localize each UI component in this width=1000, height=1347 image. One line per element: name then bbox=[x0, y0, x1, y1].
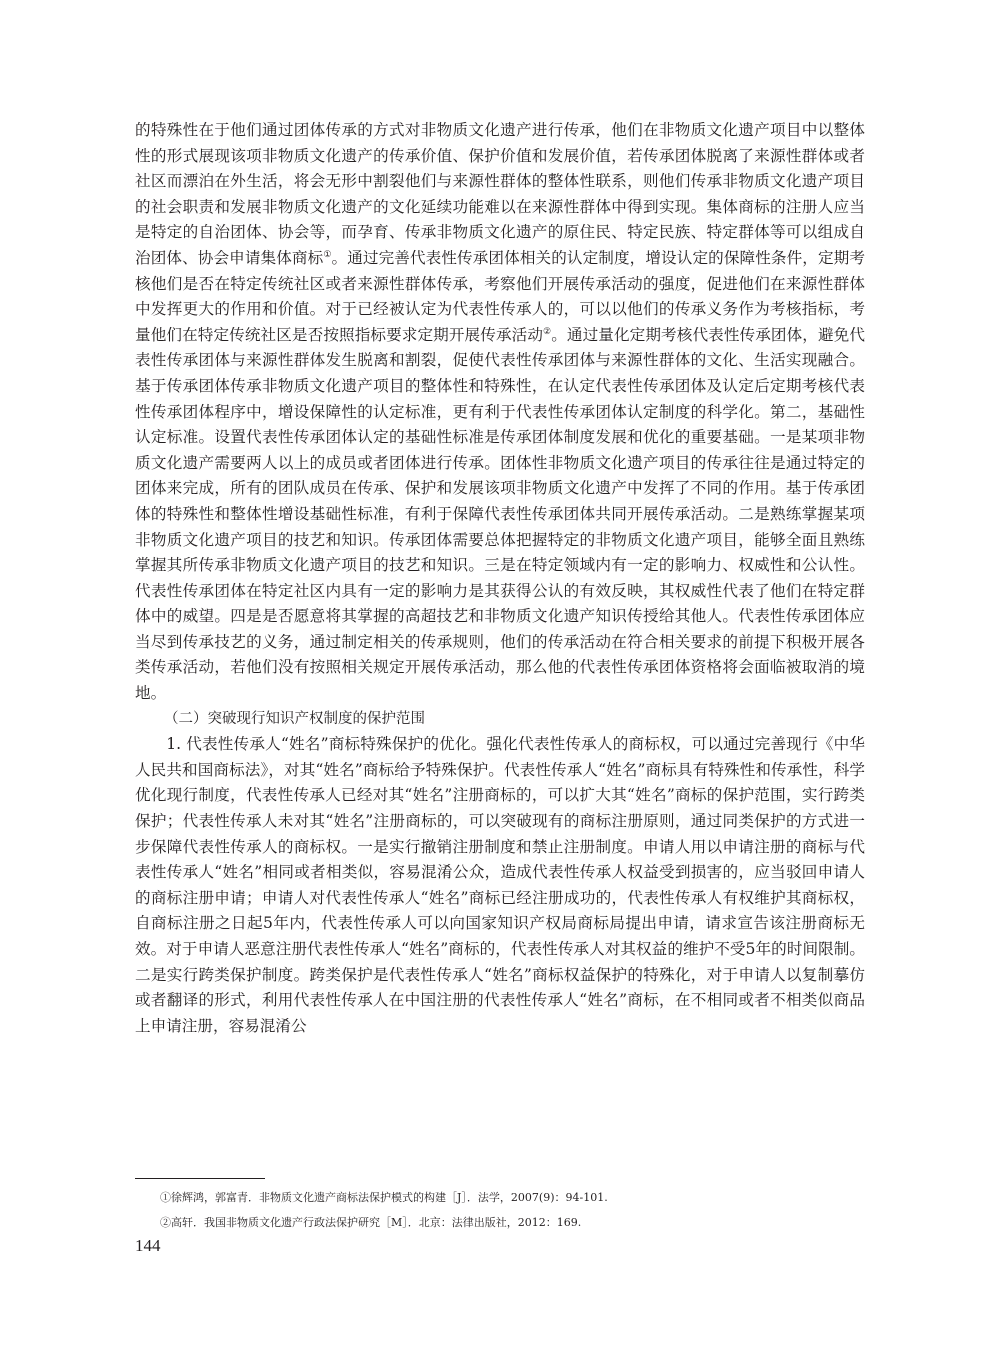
footnote-marker[interactable]: ② bbox=[543, 326, 552, 337]
section-heading: （二）突破现行知识产权制度的保护范围 bbox=[164, 710, 425, 727]
footnote-divider bbox=[135, 1178, 265, 1179]
footnote: ②高轩．我国非物质文化遗产行政法保护研究［M］．北京：法律出版社，2012：169. bbox=[160, 1216, 582, 1229]
page-number: 144 bbox=[135, 1236, 161, 1255]
paragraph bbox=[135, 118, 865, 707]
paragraph-text: 。通过完善代表性传承团体相关的认定制度，增设认定的保障性条件，定期考核他们是否在特定传统社区或者来源性群体传承，考察他们开展传承活动的强度，促进他们在来源性群体中发挥更大的作用和价值。对于已经被认定为代表性传承人的，可以以他们的传承义务作为考核指标，考量他们在特定传统社区是否按照指标要求定期开展传承活动 bbox=[135, 248, 865, 344]
paragraph-text: 。通过量化定期考核代表性传承团体，避免代表性传承团体与来源性群体发生脱离和割裂，促使代表性传承团体与来源性群体的文化、生活实现融合。基于传承团体传承非物质文化遗产项目的整体性和特殊性，在认定代表性传承团体及认定后定期考核代表性传承团体程序中，增设保障性的认定标准，更有利于代表性传承团体认定制度的科学化。第二，基础性认定标准。设置代表性传承团体认定的基础性标准是传承团体制度发展和优化的重要基础。一是某项非物质文化遗产需要两人以上的成员或者团体进行传承。团体性非物质文化遗产项目的传承往往是通过特定的团体来完成，所有的团队成员在传承、保护和发展该项非物质文化遗产中发挥了不同的作用。基于传承团体的特殊性和整体性增设基础性标准，有利于保障代表性传承团体共同开展传承活动。二是熟练掌握某项非物质文化遗产项目的技艺和知识。传承团体需要总体把握特定的非物质文化遗产项目，能够全面且熟练掌握其所传承非物质文化遗产项目的技艺和知识。三是在特定领域内有一定的影响力、权威性和公认性。代表性传承团体在特定社区内具有一定的影响力是其获得公认的有效反映，其权威性代表了他们在特定群体中的威望。四是是否愿意将其掌握的高超技艺和非物质文化遗产知识传授给其他人。代表性传承团体应当尽到传承技艺的义务，通过制定相关的传承规则，他们的传承活动在符合相关要求的前提下积极开展各类传承活动，若他们没有按照相关规定开展传承活动，那么他的代表性传承团体资格将会面临被取消的境地。 bbox=[135, 325, 865, 703]
body-text bbox=[135, 118, 865, 1039]
paragraph: 1. 代表性传承人“姓名”商标特殊保护的优化。强化代表性传承人的商标权，可以通过完善现行《中华人民共和国商标法》，对其“姓名”商标给予特殊保护。代表性传承人“姓名”商标具有特殊性和传承性，科学优化现行制度，代表性传承人已经对其“姓名”注册商标的，可以扩大其“姓名”商标的保护范围，实行跨类保护；代表性传承人未对其“姓名”注册商标的，可以突破现有的商标注册原则，通过同类保护的方式进一步保障代表性传承人的商标权。一是实行撤销注册制度和禁止注册制度。申请人用以申请注册的商标与代表性传承人“姓名”相同或者相类似，容易混淆公众，造成代表性传承人权益受到损害的，应当驳回申请人的商标注册申请；申请人对代表性传承人“姓名”商标已经注册成功的，代表性传承人有权维护其商标权，自商标注册之日起5年内，代表性传承人可以向国家知识产权局商标局提出申请，请求宣告该注册商标无效。对于申请人恶意注册代表性传承人“姓名”商标的，代表性传承人对其权益的维护不受5年的时间限制。二是实行跨类保护制度。跨类保护是代表性传承人“姓名”商标权益保护的特殊化，对于申请人以复制摹仿或者翻译的形式，利用代表性传承人在中国注册的代表性传承人“姓名”商标，在不相同或者不相类似商品上申请注册，容易混淆公 bbox=[135, 735, 865, 1035]
footnotes bbox=[160, 1185, 865, 1235]
paragraph-text: 的特殊性在于他们通过团体传承的方式对非物质文化遗产进行传承，他们在非物质文化遗产项目中以整体性的形式展现该项非物质文化遗产的传承价值、保护价值和发展价值，若传承团体脱离了来源性群体或者社区而漂泊在外生活，将会无形中割裂他们与来源性群体的整体性联系，则他们传承非物质文化遗产项目的社会职责和发展非物质文化遗产的文化延续功能难以在来源性群体中得到实现。集体商标的注册人应当是特定的自治团体、协会等，而孕育、传承非物质文化遗产的原住民、特定民族、特定群体等可以组成自治团体、协会申请集体商标 bbox=[135, 121, 865, 267]
footnote-marker[interactable]: ① bbox=[323, 249, 332, 260]
footnote: ①徐辉鸿，郭富青．非物质文化遗产商标法保护模式的构建［J］．法学，2007(9)：94-101. bbox=[160, 1191, 608, 1204]
